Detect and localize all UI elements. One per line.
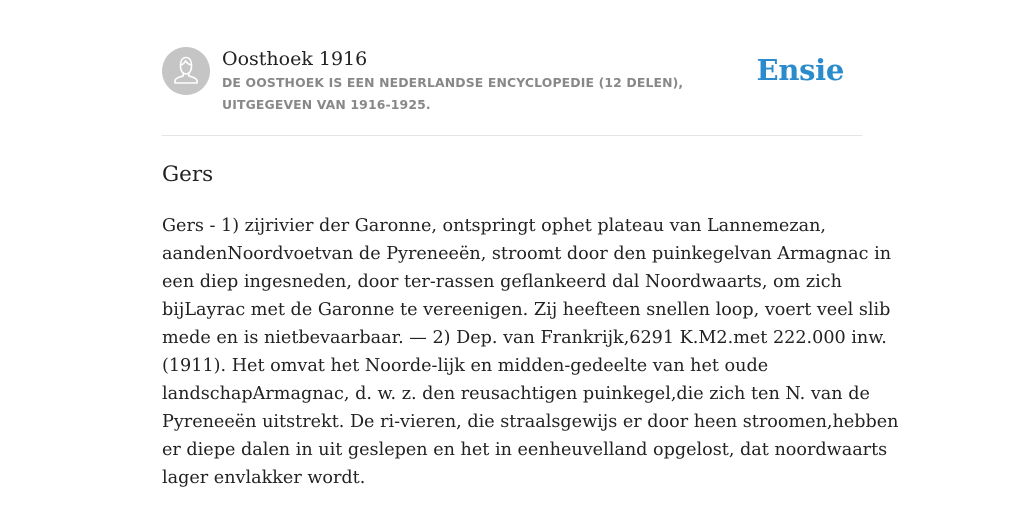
entry-title: Gers <box>162 162 214 187</box>
divider <box>162 135 862 136</box>
entry-body-line: Gers - 1) zijrivier der Garonne, ontspringt ophet plateau van Lannemezan, <box>162 216 827 236</box>
source-description: DE OOSTHOEK IS EEN NEDERLANDSE ENCYCLOPEDIE (12 DELEN), UITGEGEVEN VAN 1916-1925. <box>222 75 684 112</box>
avatar[interactable] <box>162 47 210 95</box>
entry-body-line: bijLayrac met de Garonne te vereenigen. Zij heefteen snellen loop, voert veel slib <box>162 300 891 320</box>
user-silhouette-icon <box>162 47 210 95</box>
entry-body-line: mede en is nietbevaarbaar. — 2) Dep. van Frankrijk,6291 K.M2.met 222.000 inw. <box>162 328 887 348</box>
source-title[interactable]: Oosthoek 1916 <box>222 48 368 70</box>
entry-body <box>162 212 899 492</box>
ensie-logo[interactable]: Ensie <box>756 53 844 87</box>
entry-body-line: Pyreneeën uitstrekt. De ri-vieren, die straalsgewijs er door heen stroomen,hebben <box>162 412 899 432</box>
entry-body-line: lager envlakker wordt. <box>162 468 366 488</box>
entry-body-line: (1911). Het omvat het Noorde-lijk en midden-gedeelte van het oude <box>162 356 769 376</box>
entry-body-line: een diep ingesneden, door ter-rassen geflankeerd dal Noordwaarts, om zich <box>162 272 842 292</box>
entry-body-line: landschapArmagnac, d. w. z. den reusachtigen puinkegel,die zich ten N. van de <box>162 384 870 404</box>
source-header <box>162 46 862 116</box>
entry-body-line: aandenNoordvoetvan de Pyreneeën, stroomt door den puinkegelvan Armagnac in <box>162 244 892 264</box>
entry-body-line: er diepe dalen in uit geslepen en het in eenheuvelland opgelost, dat noordwaarts <box>162 440 888 460</box>
